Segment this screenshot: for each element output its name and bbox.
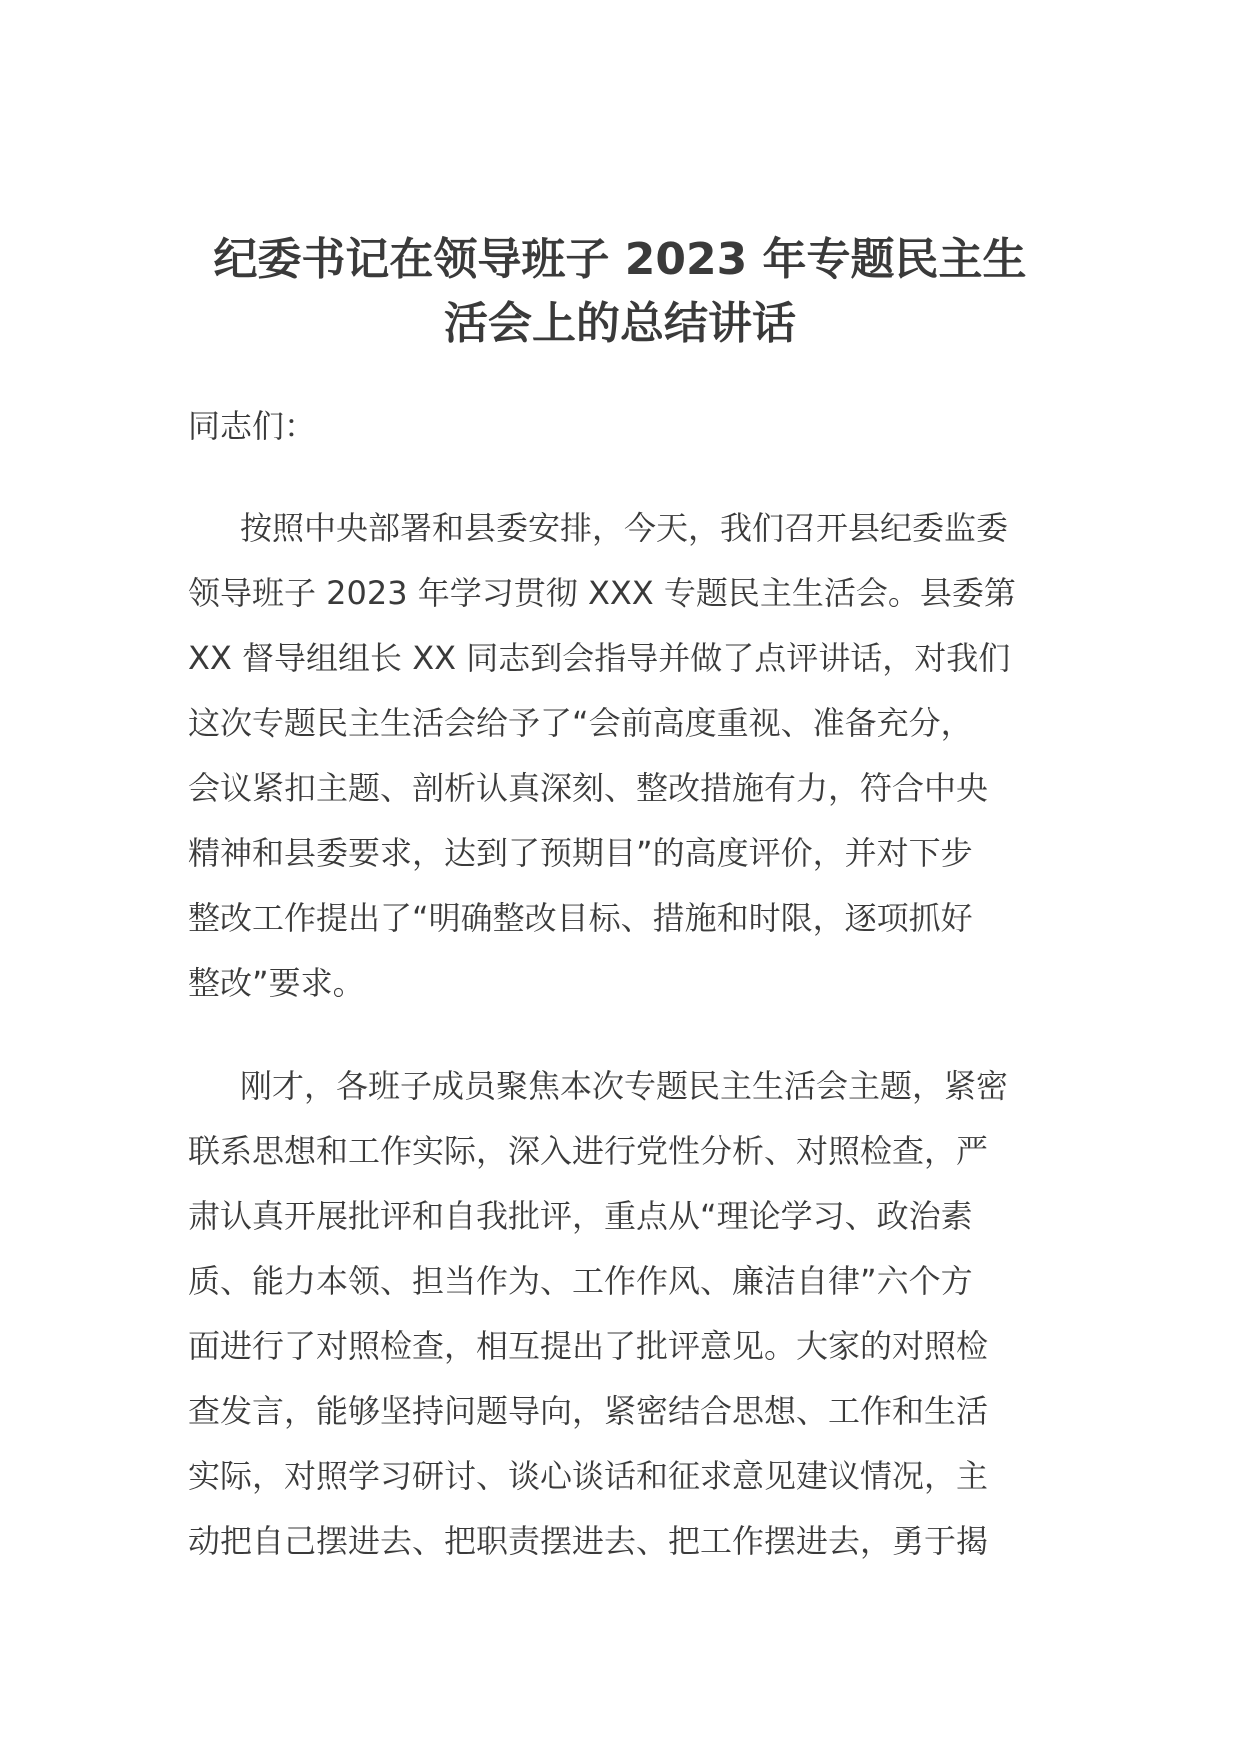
paragraph-line: 这次专题民主生活会给予了“会前高度重视、准备充分，: [188, 704, 973, 742]
title-line-1: 纪委书记在领导班子 2023 年专题民主生: [213, 234, 1027, 285]
paragraph-1: [188, 496, 1058, 1016]
paragraph-line: 整改”要求。: [188, 964, 365, 1002]
document-title: [160, 228, 1080, 356]
greeting: 同志们：: [188, 407, 317, 445]
paragraph-line: 查发言，能够坚持问题导向，紧密结合思想、工作和生活: [188, 1392, 989, 1430]
paragraph-line: XX 督导组组长 XX 同志到会指导并做了点评讲话，对我们: [188, 639, 1011, 677]
paragraph-line: 整改工作提出了“明确整改目标、措施和时限，逐项抓好: [188, 899, 973, 937]
paragraph-line: 联系思想和工作实际，深入进行党性分析、对照检查，严: [188, 1132, 989, 1170]
paragraph-line: 面进行了对照检查，相互提出了批评意见。大家的对照检: [188, 1327, 989, 1365]
paragraph-line: 领导班子 2023 年学习贯彻 XXX 专题民主生活会。县委第: [188, 574, 1016, 612]
paragraph-line: 精神和县委要求，达到了预期目”的高度评价，并对下步: [188, 834, 973, 872]
paragraph-line: 肃认真开展批评和自我批评，重点从“理论学习、政治素: [188, 1197, 973, 1235]
paragraph-line: 动把自己摆进去、把职责摆进去、把工作摆进去，勇于揭: [188, 1522, 989, 1560]
title-line-2: 活会上的总结讲话: [444, 298, 796, 349]
paragraph-line: 按照中央部署和县委安排，今天，我们召开县纪委监委: [240, 509, 1009, 547]
paragraph-line: 实际，对照学习研讨、谈心谈话和征求意见建议情况，主: [188, 1457, 989, 1495]
paragraph-2: [188, 1054, 1058, 1574]
paragraph-line: 质、能力本领、担当作为、工作作风、廉洁自律”六个方: [188, 1262, 973, 1300]
paragraph-line: 刚才，各班子成员聚焦本次专题民主生活会主题，紧密: [240, 1067, 1009, 1105]
paragraph-line: 会议紧扣主题、剖析认真深刻、整改措施有力，符合中央: [188, 769, 989, 807]
